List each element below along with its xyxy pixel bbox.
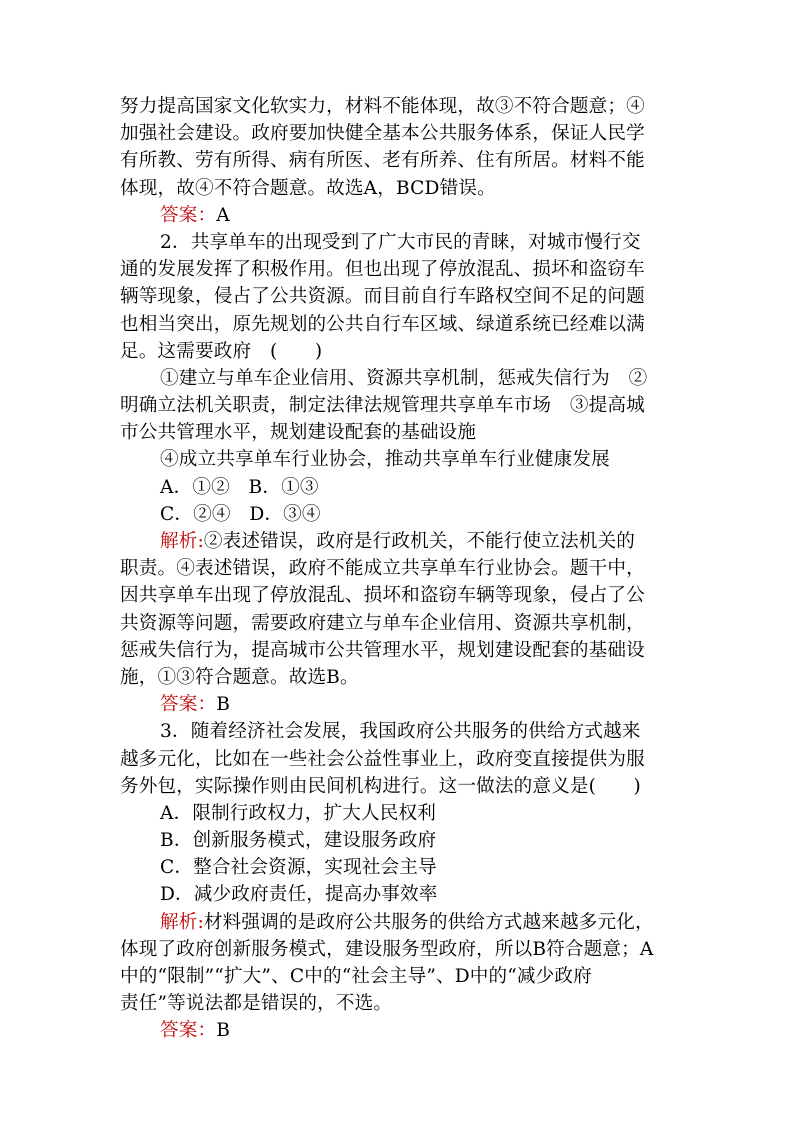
analysis-text: 材料强调的是政府公共服务的供给方式越来越多元化， xyxy=(203,911,654,933)
question-stem-line: 足。这需要政府 ( ) xyxy=(120,340,323,362)
question-stem-line: 3．随着经济社会发展，我国政府公共服务的供给方式越来 xyxy=(160,721,641,743)
q2-answer xyxy=(120,691,680,718)
question-2 xyxy=(120,229,680,718)
document-page xyxy=(120,93,680,1045)
question-stem-line: 通的发展发挥了积极作用。但也出现了停放混乱、损坏和盗窃车 xyxy=(120,259,645,281)
answer-label: 答案： xyxy=(160,1020,217,1042)
analysis-line: 共资源等问题，需要政府建立与单车企业信用、资源共享机制， xyxy=(120,612,645,634)
option-line: C．②④ D．③④ xyxy=(160,503,321,525)
question-3 xyxy=(120,718,680,1044)
statement-line: ④成立共享单车行业协会，推动共享单车行业健康发展 xyxy=(160,449,610,471)
answer-value: A xyxy=(216,204,230,226)
statement-line: 明确立法机关职责，制定法律法规管理共享单车市场 ③提高城 xyxy=(120,395,645,417)
analysis-first-line xyxy=(120,528,680,555)
statement-line: 市公共管理水平，规划建设配套的基础设施 xyxy=(120,422,477,444)
question-stem-line: 2．共享单车的出现受到了广大市民的青睐，对城市慢行交 xyxy=(160,231,641,253)
option-line: A．①② B．①③ xyxy=(160,476,319,498)
question-stem-line: 也相当突出，原先规划的公共自行车区域、绿道系统已经难以满 xyxy=(120,313,645,335)
analysis-line: 职责。④表述错误，政府不能成立共享单车行业协会。题干中， xyxy=(120,558,645,580)
question-stem-line: 务外包，实际操作则由民间机构进行。这一做法的意义是( ) xyxy=(120,775,641,797)
analysis-line: 因共享单车出现了停放混乱、损坏和盗窃车辆等现象，侵占了公 xyxy=(120,585,645,607)
analysis-line: 惩戒失信行为，提高城市公共管理水平，规划建设配套的基础设 xyxy=(120,639,645,661)
option-line: B．创新服务模式，建设服务政府 xyxy=(160,830,437,852)
analysis-line: 中的“限制”“扩大”、C中的“社会主导”、D中的“减少政府 xyxy=(120,966,592,987)
analysis-line: 责任”等说法都是错误的，不选。 xyxy=(120,993,393,1015)
q1-analysis-tail xyxy=(120,93,680,202)
option-line: C．整合社会资源，实现社会主导 xyxy=(160,857,437,879)
answer-value: B xyxy=(216,1020,231,1042)
text-line: 有所教、劳有所得、病有所医、老有所养、住有所居。材料不能 xyxy=(120,150,645,172)
analysis-line: 施，①③符合题意。故选B。 xyxy=(120,666,359,688)
text-line: 努力提高国家文化软实力，材料不能体现，故③不符合题意；④ xyxy=(120,96,645,117)
text-line: 加强社会建设。政府要加快健全基本公共服务体系，保证人民学 xyxy=(120,123,645,145)
question-stem-line: 越多元化，比如在一些社会公益性事业上，政府变直接提供为服 xyxy=(120,748,645,770)
analysis-line: 体现了政府创新服务模式，建设服务型政府，所以B符合题意；A xyxy=(120,938,654,960)
answer-value: B xyxy=(216,694,231,716)
analysis-label: 解析: xyxy=(160,911,204,933)
option-line: D．减少政府责任，提高办事效率 xyxy=(160,884,438,906)
answer-label: 答案： xyxy=(160,204,217,226)
answer-label: 答案： xyxy=(160,694,217,716)
q3-answer xyxy=(120,1017,680,1044)
question-stem-line: 辆等现象，侵占了公共资源。而目前自行车路权空间不足的问题 xyxy=(120,286,645,308)
option-line: A．限制行政权力，扩大人民权利 xyxy=(160,802,436,824)
text-line: 体现，故④不符合题意。故选A，BCD错误。 xyxy=(120,177,496,199)
analysis-label: 解析: xyxy=(160,531,204,552)
analysis-first-line xyxy=(120,909,680,936)
q1-answer xyxy=(120,202,680,229)
statement-line: ①建立与单车企业信用、资源共享机制，惩戒失信行为 ② xyxy=(160,367,648,389)
analysis-text: ②表述错误，政府是行政机关，不能行使立法机关的 xyxy=(203,531,636,552)
